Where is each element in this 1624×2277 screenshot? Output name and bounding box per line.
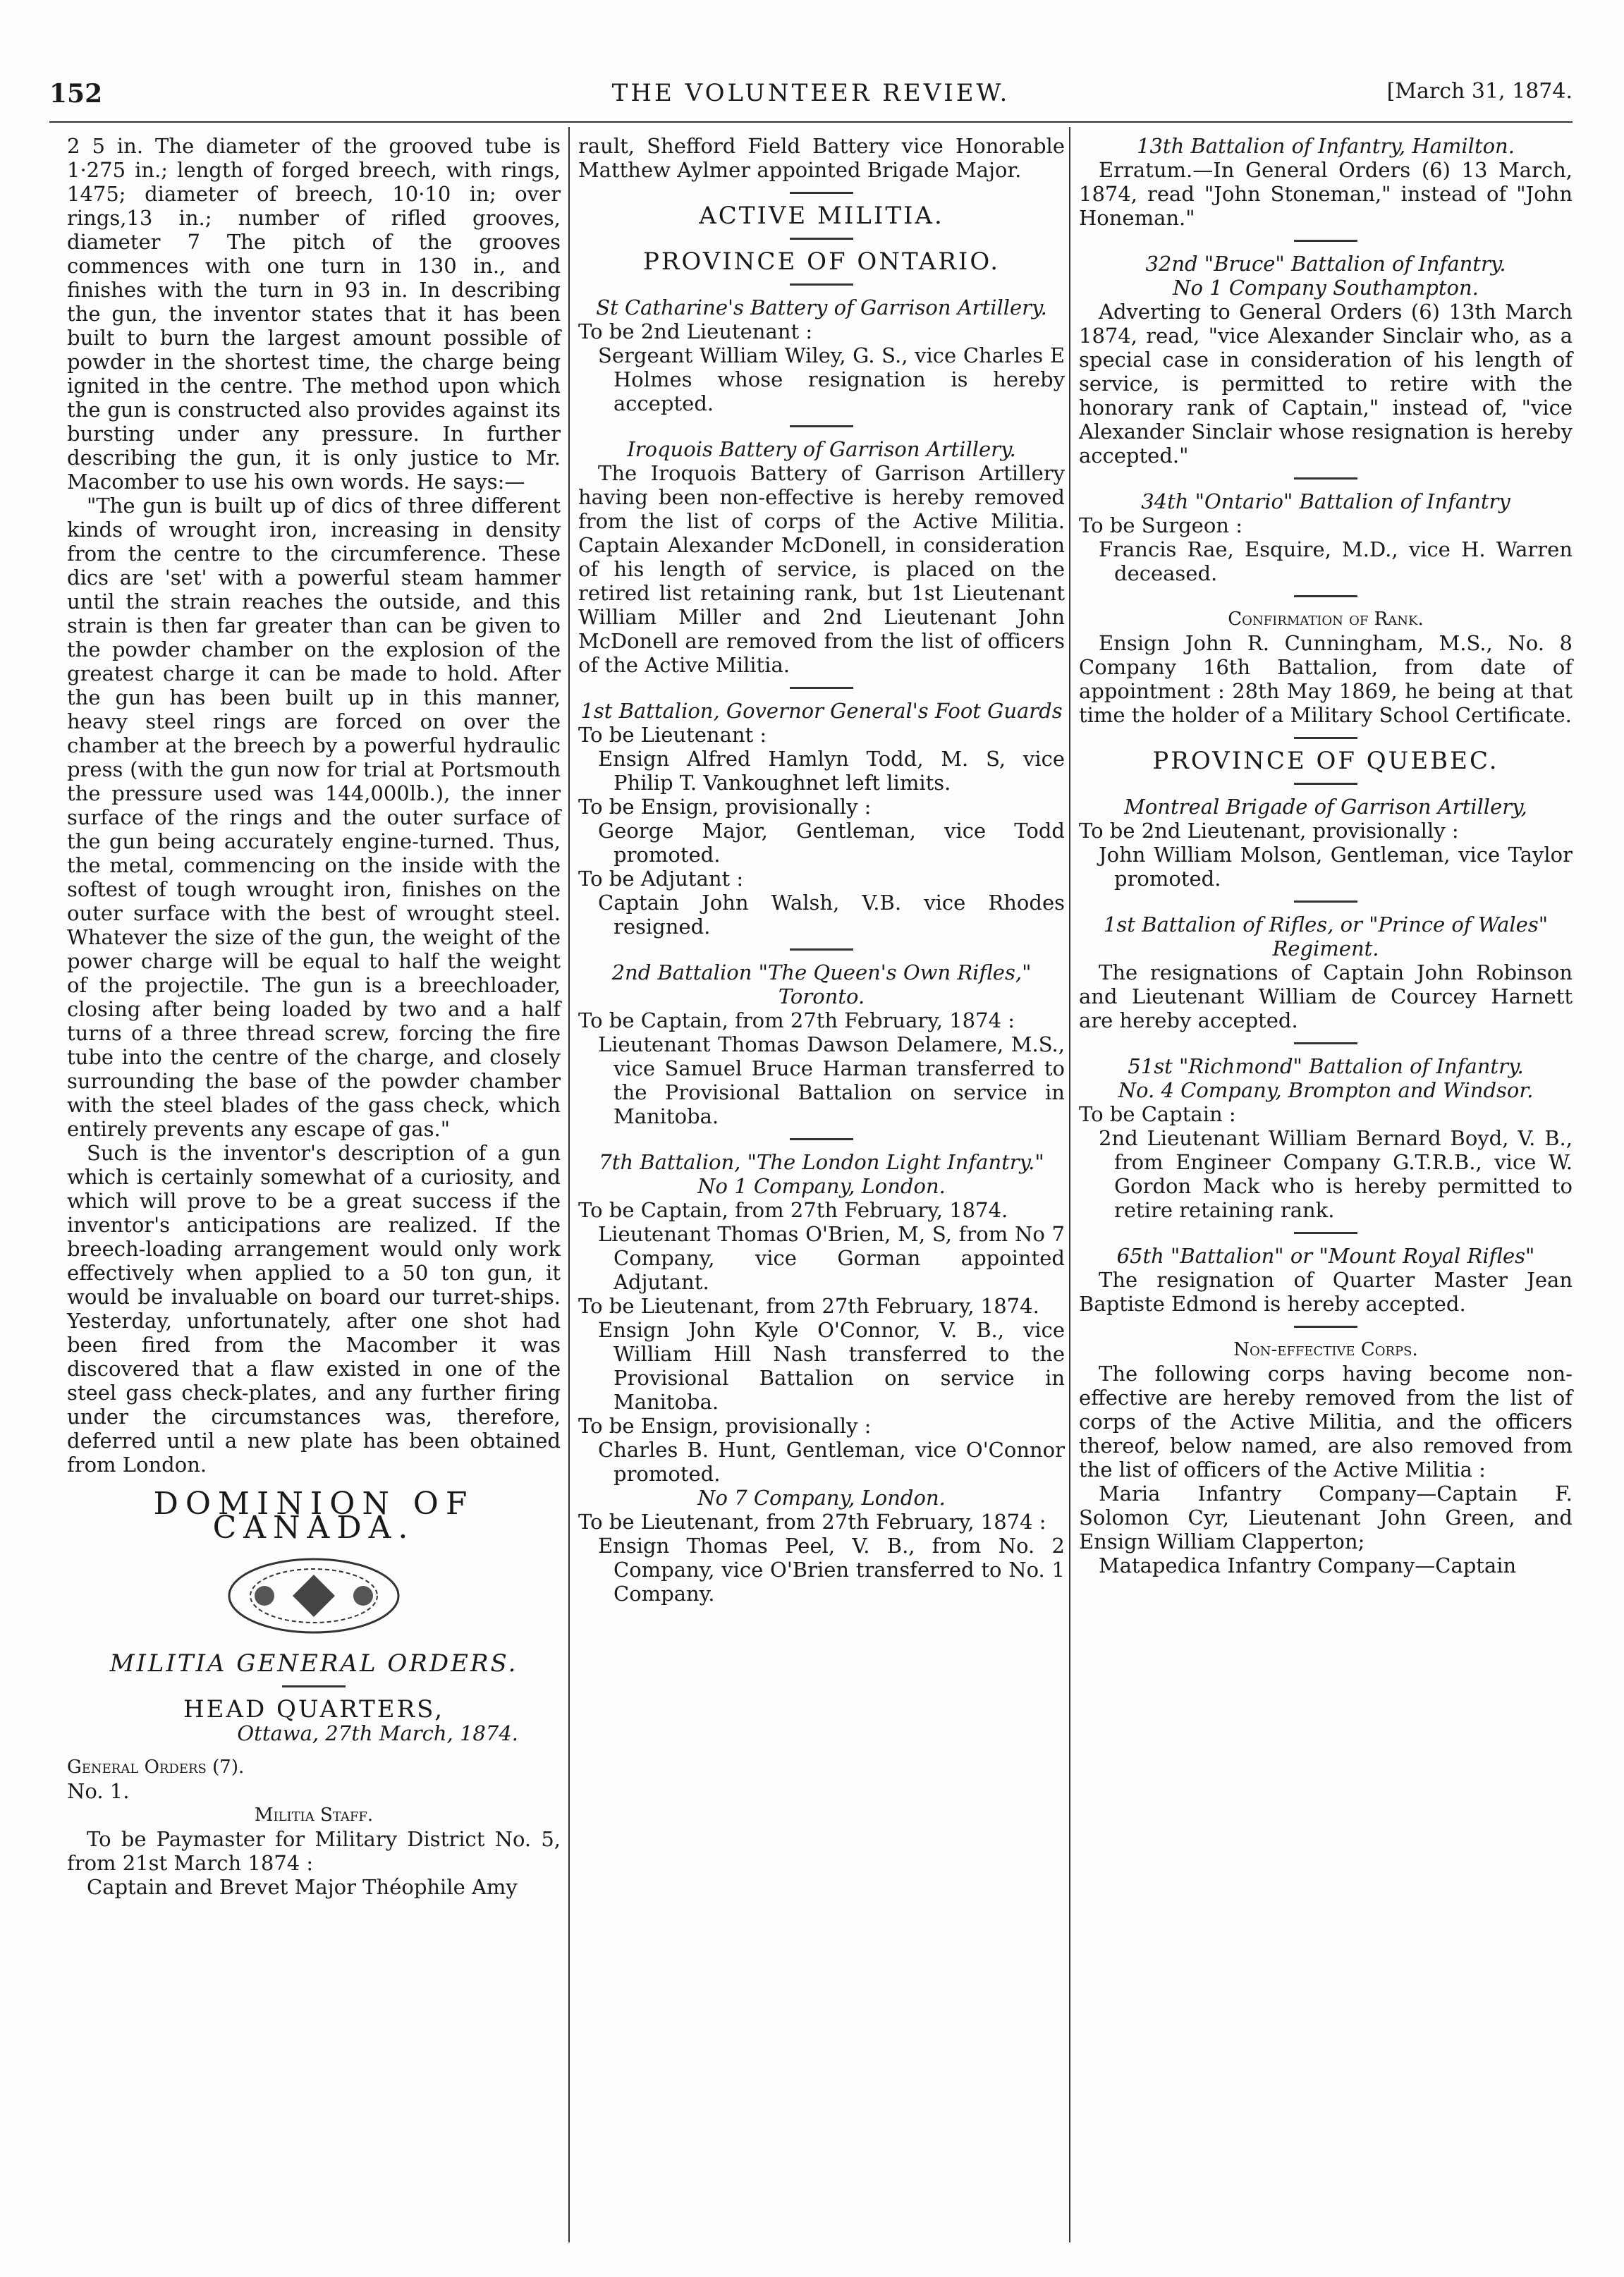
divider	[1294, 737, 1357, 739]
royal-arms-seal	[215, 1550, 413, 1642]
order-line: To be Captain, from 27th February, 1874 :	[578, 1008, 1015, 1032]
order-line: To be Lieutenant, from 27th February, 1874.	[578, 1294, 1039, 1318]
paymaster-name: Captain and Brevet Major Théophile Amy	[87, 1875, 518, 1899]
order-entry: The resignation of Quarter Master Jean Baptiste Edmond is hereby accepted.	[1079, 1268, 1573, 1316]
order-entry: George Major, Gentleman, vice Todd promoted.	[598, 819, 1065, 867]
unit-heading: 1st Battalion of Rifles, or "Prince of Wales" Regiment.	[1103, 912, 1549, 960]
company-heading: No 7 Company, London.	[697, 1486, 946, 1510]
section-title-dominion: DOMINION OF CANADA.	[153, 1486, 475, 1546]
divider	[1294, 1232, 1357, 1234]
order-line: To be 2nd Lieutenant, provisionally :	[1079, 819, 1459, 843]
divider	[1294, 1326, 1357, 1328]
order-line: To be Lieutenant :	[578, 723, 767, 747]
order-entry: Ensign Alfred Hamlyn Todd, M. S, vice Philip T. Vankoughnet left limits.	[598, 747, 1065, 795]
unit-heading: Iroquois Battery of Garrison Artillery.	[627, 437, 1016, 461]
order-entry: The resignations of Captain John Robinson and Lieutenant William de Courcey Harnett are hereby accepted.	[1079, 960, 1573, 1032]
article-quote: "The gun is built up of dics of three different kinds of wrought iron, increasing in density from the centre to the circumference. These dics are 'set' with a powerful steam hammer until the strain reaches the outside, and this strain is then far greater than can be given to the powder chamber on the explosion of the greatest charge it can be made to hold. After the gun has been built up in this manner, heavy steel rings are forced on over the chamber at the breech by a powerful hydraulic press (with the gun now for trial at Portsmouth the pressure used was 144,000lb.), the inner surface of the rings and the outer surface of the gun being accurately engine-turned. Thus, the metal, commencing on the inside with the softest of tough wrought iron, finishes on the outer surface with the best of wrought steel. Whatever the size of the gun, the weight of the power charge will be equal to half the weight of the projectile. The gun is a breechloader, closing after being loaded by two and a half turns of a three thread screw, forcing the fire tube into the centre of the charge, and closely surrounding the base of the powder chamber with the steel blades of the gass check, which entirely prevents any escape of gas."	[67, 494, 561, 1141]
order-line: To be Captain, from 27th February, 1874.	[578, 1198, 1008, 1222]
divider	[790, 948, 853, 951]
order-number: No. 1.	[67, 1779, 130, 1803]
column-divider	[568, 127, 570, 2242]
order-line: To be 2nd Lieutenant :	[578, 319, 813, 343]
order-entry: John William Molson, Gentleman, vice Taylor promoted.	[1099, 843, 1573, 891]
section-title-militia-orders: MILITIA GENERAL ORDERS.	[109, 1649, 518, 1678]
order-line: To be Ensign, provisionally :	[578, 795, 872, 819]
order-entry: Ensign John Kyle O'Connor, V. B., vice William Hill Nash transferred to the Provisional Battalion on service in Manitoba.	[598, 1318, 1065, 1414]
order-entry: The following corps having become non-effective are hereby removed from the list of corps of the Active Militia, and the officers thereof, below named, are also removed from the list of officers of the Active Militia :	[1079, 1362, 1573, 1482]
non-effective-heading: Non-effective Corps.	[1233, 1339, 1418, 1360]
column-middle	[578, 134, 1065, 1606]
order-line: To be Captain :	[1079, 1102, 1236, 1126]
divider	[790, 687, 853, 689]
divider	[790, 425, 853, 427]
province-quebec-heading: PROVINCE OF QUEBEC.	[1152, 747, 1499, 775]
divider	[1294, 595, 1357, 597]
order-line: To be Surgeon :	[1079, 513, 1243, 537]
unit-heading: 32nd "Bruce" Battalion of Infantry.	[1145, 252, 1506, 276]
article-paragraph: rault, Shefford Field Battery vice Honorable Matthew Aylmer appointed Brigade Major.	[578, 134, 1065, 182]
order-line: To be Adjutant :	[578, 867, 744, 891]
column-divider	[1069, 127, 1070, 2242]
order-entry: Matapedica Infantry Company—Captain	[1099, 1553, 1517, 1577]
order-entry: 2nd Lieutenant William Bernard Boyd, V. B., from Engineer Company G.T.R.B., vice W. Gordon Mack who is hereby permitted to retire retaining rank.	[1099, 1126, 1573, 1222]
header-rule	[49, 121, 1573, 123]
order-entry: Captain John Walsh, V.B. vice Rhodes resigned.	[598, 891, 1065, 939]
column-left	[67, 134, 561, 1899]
order-entry: Ensign Thomas Peel, V. B., from No. 2 Company, vice O'Brien transferred to No. 1 Company.	[598, 1534, 1065, 1606]
divider	[790, 238, 853, 240]
order-entry: Adverting to General Orders (6) 13th March 1874, read, "vice Alexander Sinclair who, as a special case in consideration of his length of service, is permitted to retire with the honorary rank of Captain," instead of, "vice Alexander Sinclair whose resignation is hereby accepted."	[1079, 300, 1573, 468]
unit-heading: 65th "Battalion" or "Mount Royal Rifles"	[1116, 1244, 1535, 1268]
divider	[1294, 240, 1357, 242]
order-line: To be Ensign, provisionally :	[578, 1414, 872, 1438]
divider	[790, 283, 853, 286]
unit-heading: 1st Battalion, Governor General's Foot Guards	[580, 699, 1063, 723]
divider	[1294, 477, 1357, 480]
order-entry: Charles B. Hunt, Gentleman, vice O'Connor promoted.	[598, 1438, 1065, 1486]
order-entry: Lieutenant Thomas Dawson Delamere, M.S., vice Samuel Bruce Harman transferred to the Provisional Battalion on service in Manitoba.	[598, 1032, 1065, 1128]
company-heading: No. 4 Company, Brompton and Windsor.	[1118, 1078, 1534, 1102]
order-entry: The Iroquois Battery of Garrison Artillery having been non-effective is hereby removed from the list of corps of the Active Militia. Captain Alexander McDonell, in consideration of his length of service, is placed on the retired list retaining rank, but 1st Lieutenant William Miller and 2nd Lieutenant John McDonell are removed from the list of officers of the Active Militia.	[578, 461, 1065, 677]
confirmation-heading: Confirmation of Rank.	[1228, 609, 1424, 630]
general-orders-label: General Orders (7).	[67, 1757, 245, 1778]
order-entry: Maria Infantry Company—Captain F. Solomon Cyr, Lieutenant John Green, and Ensign William Clapperton;	[1079, 1482, 1573, 1553]
article-paragraph: Such is the inventor's description of a gun which is certainly somewhat of a curiosity, and which will prove to be a great success if the inventor's anticipations are realized. If the breech-loading arrangement would only work effectively when applied to a 50 ton gun, it would be invaluable on board our turret-ships. Yesterday, unfortunately, after one shot had been fired from the Macomber it was discovered that a flaw existed in one of the steel gass check-plates, and any further firing under the circumstances was, therefore, deferred until a new plate has been obtained from London.	[67, 1141, 561, 1477]
militia-staff-heading: Militia Staff.	[254, 1805, 374, 1826]
unit-heading: 34th "Ontario" Battalion of Infantry	[1141, 489, 1510, 513]
unit-heading: St Catharine's Battery of Garrison Artillery.	[596, 295, 1047, 319]
active-militia-heading: ACTIVE MILITIA.	[699, 202, 944, 230]
order-entry: Francis Rae, Esquire, M.D., vice H. Warren deceased.	[1099, 537, 1573, 585]
order-entry: Erratum.—In General Orders (6) 13 March, 1874, read "John Stoneman," instead of "John Honeman."	[1079, 158, 1573, 230]
divider	[790, 192, 853, 194]
unit-heading: 2nd Battalion "The Queen's Own Rifles," Toronto.	[611, 960, 1032, 1008]
headquarters-heading: HEAD QUARTERS,	[183, 1695, 445, 1723]
unit-heading: 13th Battalion of Infantry, Hamilton.	[1137, 134, 1515, 158]
order-line: To be Lieutenant, from 27th February, 1874 :	[578, 1510, 1046, 1534]
issue-date: [March 31, 1874.	[1386, 79, 1573, 104]
divider	[1294, 1042, 1357, 1044]
page-number: 152	[49, 79, 103, 109]
masthead	[49, 79, 1573, 121]
article-paragraph: 2 5 in. The diameter of the grooved tube is 1·275 in.; length of forged breech, with rings, 1475; diameter of breech, 10·10 in; over rings,13 in.; number of rifled grooves, diameter 7 The pitch of the grooves commences with one turn in 130 in., and finishes with the turn in 93 in. In describing the gun, the inventor states that it has been built to burn the largest amount possible of powder in the shortest time, the charge being ignited in the centre. The method upon which the gun is constructed also provides against its bursting under any pressure. In further describing the gun, it is only justice to Mr. Macomber to use his own words. He says:—	[67, 134, 561, 494]
province-ontario-heading: PROVINCE OF ONTARIO.	[642, 248, 1001, 276]
company-heading: No 1 Company, London.	[697, 1174, 946, 1198]
divider	[1294, 783, 1357, 785]
company-heading: No 1 Company Southampton.	[1173, 276, 1479, 300]
order-entry: Ensign John R. Cunningham, M.S., No. 8 Company 16th Battalion, from date of appointment : 28th May 1869, he being at that time the holder of a Military School Certificate.	[1079, 631, 1573, 727]
divider	[282, 1685, 346, 1687]
order-entry: Sergeant William Wiley, G. S., vice Charles E Holmes whose resignation is hereby accepted.	[598, 343, 1065, 415]
publication-title: THE VOLUNTEER REVIEW.	[611, 79, 1011, 107]
unit-heading: 51st "Richmond" Battalion of Infantry.	[1128, 1054, 1524, 1078]
dateline: Ottawa, 27th March, 1874.	[237, 1721, 518, 1745]
column-right	[1079, 134, 1573, 1577]
unit-heading: Montreal Brigade of Garrison Artillery,	[1124, 795, 1527, 819]
order-entry: Lieutenant Thomas O'Brien, M, S, from No 7 Company, vice Gorman appointed Adjutant.	[598, 1222, 1065, 1294]
paymaster-order: To be Paymaster for Military District No. 5, from 21st March 1874 :	[67, 1827, 561, 1875]
divider	[790, 1138, 853, 1140]
unit-heading: 7th Battalion, "The London Light Infantry."	[599, 1150, 1044, 1174]
divider	[1294, 901, 1357, 903]
